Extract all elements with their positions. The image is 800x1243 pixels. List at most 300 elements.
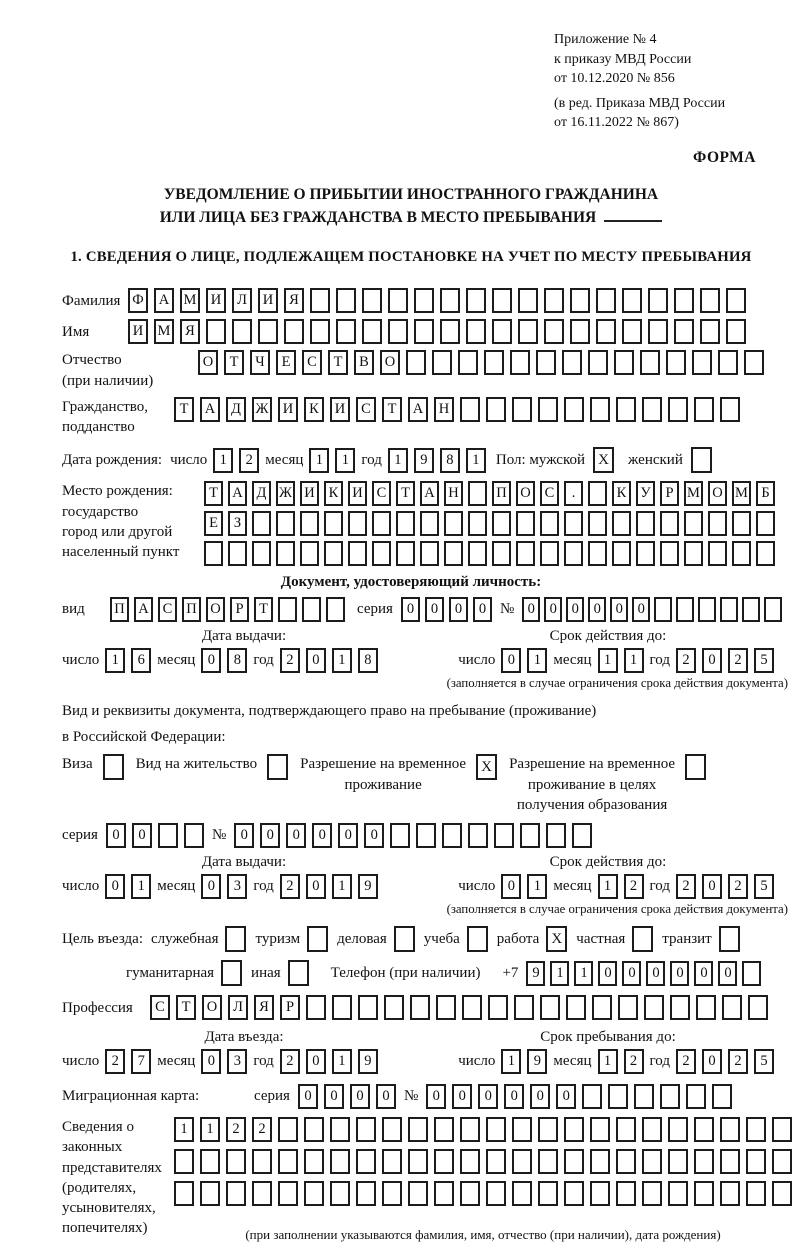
char-cell[interactable]: . <box>564 481 583 506</box>
char-cell[interactable] <box>588 481 607 506</box>
char-cell[interactable] <box>356 1181 376 1206</box>
char-cell[interactable] <box>436 995 456 1020</box>
char-cell[interactable] <box>722 995 742 1020</box>
char-cell[interactable] <box>644 995 664 1020</box>
char-cell[interactable]: Ж <box>276 481 295 506</box>
char-cell[interactable] <box>174 1149 194 1174</box>
char-cell[interactable] <box>466 288 486 313</box>
char-cell[interactable] <box>720 1181 740 1206</box>
identity-doc-series-input[interactable] <box>401 597 492 622</box>
char-cell[interactable] <box>434 1117 454 1142</box>
char-cell[interactable]: Р <box>660 481 679 506</box>
purpose-checkbox[interactable] <box>719 926 740 952</box>
char-cell[interactable]: 1 <box>332 648 352 673</box>
year-input[interactable] <box>280 1049 378 1074</box>
char-cell[interactable] <box>732 511 751 536</box>
char-cell[interactable]: А <box>420 481 439 506</box>
char-cell[interactable] <box>616 397 636 422</box>
char-cell[interactable] <box>460 1149 480 1174</box>
char-cell[interactable]: 1 <box>598 874 618 899</box>
char-cell[interactable] <box>382 1181 402 1206</box>
char-cell[interactable] <box>590 397 610 422</box>
char-cell[interactable] <box>388 319 408 344</box>
char-cell[interactable] <box>390 823 410 848</box>
char-cell[interactable] <box>538 397 558 422</box>
char-cell[interactable] <box>694 1181 714 1206</box>
purpose-checkbox[interactable] <box>307 926 328 952</box>
day-input[interactable] <box>213 448 259 473</box>
char-cell[interactable] <box>158 823 178 848</box>
char-cell[interactable] <box>540 541 559 566</box>
char-cell[interactable] <box>440 288 460 313</box>
char-cell[interactable] <box>466 319 486 344</box>
char-cell[interactable] <box>670 995 690 1020</box>
char-cell[interactable] <box>226 1149 246 1174</box>
char-cell[interactable] <box>720 397 740 422</box>
char-cell[interactable] <box>590 1149 610 1174</box>
char-cell[interactable] <box>516 541 535 566</box>
char-cell[interactable] <box>588 511 607 536</box>
char-cell[interactable] <box>544 288 564 313</box>
char-cell[interactable] <box>512 1149 532 1174</box>
char-cell[interactable] <box>252 511 271 536</box>
day-input[interactable] <box>105 1049 151 1074</box>
char-cell[interactable] <box>538 1149 558 1174</box>
char-cell[interactable] <box>538 1117 558 1142</box>
char-cell[interactable]: 0 <box>376 1084 396 1109</box>
char-cell[interactable]: И <box>348 481 367 506</box>
purpose-checkbox[interactable] <box>288 960 309 986</box>
char-cell[interactable] <box>458 350 478 375</box>
char-cell[interactable] <box>356 1117 376 1142</box>
char-cell[interactable]: 2 <box>280 874 300 899</box>
char-cell[interactable] <box>200 1149 220 1174</box>
char-cell[interactable] <box>686 1084 706 1109</box>
patronymic-input[interactable] <box>198 350 764 375</box>
char-cell[interactable] <box>228 541 247 566</box>
char-cell[interactable] <box>486 1181 506 1206</box>
char-cell[interactable]: 1 <box>574 961 593 986</box>
char-cell[interactable] <box>432 350 452 375</box>
char-cell[interactable] <box>492 288 512 313</box>
char-cell[interactable] <box>648 288 668 313</box>
char-cell[interactable] <box>444 541 463 566</box>
char-cell[interactable]: 0 <box>260 823 280 848</box>
year-input[interactable] <box>280 648 378 673</box>
char-cell[interactable]: 2 <box>728 648 748 673</box>
birth-place-input-row3[interactable] <box>204 541 775 566</box>
char-cell[interactable] <box>444 511 463 536</box>
char-cell[interactable] <box>694 397 714 422</box>
year-input[interactable] <box>280 874 378 899</box>
char-cell[interactable]: Т <box>224 350 244 375</box>
char-cell[interactable]: 5 <box>754 1049 774 1074</box>
char-cell[interactable] <box>538 1181 558 1206</box>
char-cell[interactable] <box>570 319 590 344</box>
char-cell[interactable]: Т <box>254 597 273 622</box>
char-cell[interactable] <box>592 995 612 1020</box>
char-cell[interactable] <box>668 1181 688 1206</box>
purpose-checkbox[interactable] <box>221 960 242 986</box>
char-cell[interactable]: Т <box>328 350 348 375</box>
char-cell[interactable]: 0 <box>201 1049 221 1074</box>
char-cell[interactable]: М <box>154 319 174 344</box>
char-cell[interactable]: 0 <box>234 823 254 848</box>
char-cell[interactable]: Т <box>204 481 223 506</box>
char-cell[interactable] <box>468 481 487 506</box>
char-cell[interactable]: 2 <box>105 1049 125 1074</box>
char-cell[interactable] <box>396 511 415 536</box>
month-input[interactable] <box>201 874 247 899</box>
char-cell[interactable] <box>596 319 616 344</box>
char-cell[interactable]: 2 <box>226 1117 246 1142</box>
char-cell[interactable] <box>276 511 295 536</box>
char-cell[interactable]: 0 <box>702 1049 722 1074</box>
char-cell[interactable]: 1 <box>527 874 547 899</box>
char-cell[interactable] <box>258 319 278 344</box>
char-cell[interactable]: 0 <box>670 961 689 986</box>
char-cell[interactable] <box>718 350 738 375</box>
migration-card-series-input[interactable] <box>298 1084 396 1109</box>
char-cell[interactable]: 5 <box>754 648 774 673</box>
char-cell[interactable]: 0 <box>306 1049 326 1074</box>
char-cell[interactable] <box>362 288 382 313</box>
char-cell[interactable] <box>570 288 590 313</box>
char-cell[interactable] <box>408 1117 428 1142</box>
char-cell[interactable] <box>660 511 679 536</box>
char-cell[interactable] <box>720 1149 740 1174</box>
char-cell[interactable] <box>648 319 668 344</box>
char-cell[interactable]: 0 <box>306 874 326 899</box>
char-cell[interactable] <box>564 1181 584 1206</box>
char-cell[interactable] <box>614 350 634 375</box>
char-cell[interactable]: И <box>278 397 298 422</box>
char-cell[interactable]: 2 <box>728 874 748 899</box>
char-cell[interactable]: З <box>228 511 247 536</box>
birth-date-group[interactable] <box>170 448 486 473</box>
char-cell[interactable] <box>494 823 514 848</box>
char-cell[interactable]: Т <box>382 397 402 422</box>
char-cell[interactable]: 1 <box>598 1049 618 1074</box>
char-cell[interactable] <box>726 319 746 344</box>
char-cell[interactable] <box>300 511 319 536</box>
char-cell[interactable] <box>252 541 271 566</box>
char-cell[interactable]: 0 <box>401 597 420 622</box>
char-cell[interactable]: К <box>612 481 631 506</box>
char-cell[interactable]: 2 <box>280 1049 300 1074</box>
char-cell[interactable] <box>642 1181 662 1206</box>
char-cell[interactable]: И <box>330 397 350 422</box>
char-cell[interactable]: Т <box>396 481 415 506</box>
char-cell[interactable] <box>564 397 584 422</box>
char-cell[interactable]: Ж <box>252 397 272 422</box>
char-cell[interactable] <box>206 319 226 344</box>
char-cell[interactable] <box>562 350 582 375</box>
char-cell[interactable]: 0 <box>132 823 152 848</box>
char-cell[interactable]: 2 <box>624 874 644 899</box>
char-cell[interactable] <box>518 319 538 344</box>
month-input[interactable] <box>201 648 247 673</box>
char-cell[interactable] <box>304 1149 324 1174</box>
char-cell[interactable] <box>732 541 751 566</box>
visa-checkbox[interactable] <box>103 754 124 780</box>
char-cell[interactable] <box>492 319 512 344</box>
year-input[interactable] <box>388 448 486 473</box>
birth-place-input-row1[interactable] <box>204 481 775 506</box>
char-cell[interactable] <box>278 1181 298 1206</box>
char-cell[interactable]: Е <box>204 511 223 536</box>
char-cell[interactable] <box>372 511 391 536</box>
char-cell[interactable] <box>408 1181 428 1206</box>
char-cell[interactable]: У <box>636 481 655 506</box>
char-cell[interactable] <box>564 1117 584 1142</box>
char-cell[interactable]: 0 <box>364 823 384 848</box>
gender-female-checkbox[interactable] <box>691 447 712 473</box>
char-cell[interactable]: Я <box>254 995 274 1020</box>
char-cell[interactable]: 0 <box>702 648 722 673</box>
residence-doc-series-input[interactable] <box>106 823 204 848</box>
char-cell[interactable] <box>668 397 688 422</box>
char-cell[interactable] <box>300 541 319 566</box>
char-cell[interactable] <box>566 995 586 1020</box>
char-cell[interactable]: С <box>302 350 322 375</box>
char-cell[interactable] <box>546 823 566 848</box>
char-cell[interactable]: 8 <box>358 648 378 673</box>
char-cell[interactable] <box>654 597 672 622</box>
char-cell[interactable] <box>642 1117 662 1142</box>
char-cell[interactable]: С <box>540 481 559 506</box>
char-cell[interactable]: А <box>154 288 174 313</box>
char-cell[interactable] <box>382 1149 402 1174</box>
char-cell[interactable]: 0 <box>452 1084 472 1109</box>
purpose-checkbox[interactable] <box>394 926 415 952</box>
char-cell[interactable]: 0 <box>718 961 737 986</box>
char-cell[interactable] <box>694 1117 714 1142</box>
char-cell[interactable] <box>302 597 321 622</box>
char-cell[interactable]: 0 <box>312 823 332 848</box>
char-cell[interactable] <box>468 541 487 566</box>
char-cell[interactable]: 0 <box>106 823 126 848</box>
char-cell[interactable] <box>204 541 223 566</box>
char-cell[interactable] <box>742 597 760 622</box>
char-cell[interactable]: Д <box>226 397 246 422</box>
char-cell[interactable]: 1 <box>332 1049 352 1074</box>
char-cell[interactable]: Р <box>230 597 249 622</box>
identity-doc-kind-input[interactable] <box>110 597 345 622</box>
char-cell[interactable] <box>756 511 775 536</box>
char-cell[interactable]: Т <box>174 397 194 422</box>
char-cell[interactable] <box>324 541 343 566</box>
char-cell[interactable] <box>572 823 592 848</box>
char-cell[interactable]: 1 <box>335 448 355 473</box>
temp-residence-edu-checkbox[interactable] <box>685 754 706 780</box>
char-cell[interactable] <box>720 1117 740 1142</box>
char-cell[interactable] <box>694 1149 714 1174</box>
char-cell[interactable]: 2 <box>239 448 259 473</box>
char-cell[interactable] <box>712 1084 732 1109</box>
char-cell[interactable] <box>612 511 631 536</box>
char-cell[interactable]: 0 <box>350 1084 370 1109</box>
char-cell[interactable] <box>304 1181 324 1206</box>
char-cell[interactable]: 9 <box>414 448 434 473</box>
char-cell[interactable] <box>358 995 378 1020</box>
char-cell[interactable] <box>660 541 679 566</box>
char-cell[interactable] <box>512 1117 532 1142</box>
citizenship-input[interactable] <box>174 397 740 422</box>
char-cell[interactable] <box>330 1149 350 1174</box>
char-cell[interactable]: 0 <box>598 961 617 986</box>
char-cell[interactable] <box>676 597 694 622</box>
char-cell[interactable] <box>514 995 534 1020</box>
char-cell[interactable] <box>540 995 560 1020</box>
day-input[interactable] <box>501 874 547 899</box>
char-cell[interactable]: О <box>380 350 400 375</box>
migration-card-number-input[interactable] <box>426 1084 732 1109</box>
day-input[interactable] <box>105 874 151 899</box>
char-cell[interactable] <box>310 319 330 344</box>
char-cell[interactable]: 9 <box>358 1049 378 1074</box>
char-cell[interactable]: 1 <box>598 648 618 673</box>
char-cell[interactable]: М <box>732 481 751 506</box>
char-cell[interactable] <box>420 511 439 536</box>
char-cell[interactable] <box>200 1181 220 1206</box>
char-cell[interactable] <box>684 541 703 566</box>
char-cell[interactable]: 1 <box>501 1049 521 1074</box>
char-cell[interactable]: И <box>206 288 226 313</box>
char-cell[interactable] <box>708 511 727 536</box>
month-input[interactable] <box>598 874 644 899</box>
issue-date-group[interactable] <box>62 874 426 899</box>
char-cell[interactable] <box>590 1181 610 1206</box>
char-cell[interactable]: 0 <box>286 823 306 848</box>
purpose-checkbox[interactable] <box>467 926 488 952</box>
char-cell[interactable] <box>486 1149 506 1174</box>
char-cell[interactable] <box>516 511 535 536</box>
representatives-input-row3[interactable] <box>174 1181 792 1206</box>
char-cell[interactable] <box>622 319 642 344</box>
char-cell[interactable] <box>278 1117 298 1142</box>
char-cell[interactable] <box>684 511 703 536</box>
given-name-input[interactable] <box>128 319 746 344</box>
month-input[interactable] <box>598 1049 644 1074</box>
char-cell[interactable] <box>382 1117 402 1142</box>
char-cell[interactable] <box>764 597 782 622</box>
char-cell[interactable] <box>642 1149 662 1174</box>
char-cell[interactable] <box>634 1084 654 1109</box>
representatives-input-row1[interactable] <box>174 1117 792 1142</box>
char-cell[interactable] <box>746 1181 766 1206</box>
char-cell[interactable] <box>462 995 482 1020</box>
day-input[interactable] <box>105 648 151 673</box>
char-cell[interactable]: 0 <box>201 648 221 673</box>
char-cell[interactable]: Л <box>228 995 248 1020</box>
char-cell[interactable]: 1 <box>332 874 352 899</box>
char-cell[interactable] <box>252 1181 272 1206</box>
char-cell[interactable]: 5 <box>754 874 774 899</box>
char-cell[interactable]: 0 <box>324 1084 344 1109</box>
char-cell[interactable] <box>330 1117 350 1142</box>
char-cell[interactable] <box>486 397 506 422</box>
char-cell[interactable]: 0 <box>632 597 650 622</box>
char-cell[interactable]: Н <box>434 397 454 422</box>
char-cell[interactable]: 2 <box>676 648 696 673</box>
char-cell[interactable] <box>348 511 367 536</box>
month-input[interactable] <box>309 448 355 473</box>
char-cell[interactable]: 1 <box>213 448 233 473</box>
char-cell[interactable]: 0 <box>694 961 713 986</box>
char-cell[interactable]: 1 <box>550 961 569 986</box>
char-cell[interactable] <box>622 288 642 313</box>
char-cell[interactable]: 0 <box>610 597 628 622</box>
char-cell[interactable]: 0 <box>338 823 358 848</box>
char-cell[interactable]: 6 <box>131 648 151 673</box>
char-cell[interactable]: 1 <box>527 648 547 673</box>
char-cell[interactable] <box>700 319 720 344</box>
char-cell[interactable] <box>278 597 297 622</box>
char-cell[interactable] <box>336 288 356 313</box>
char-cell[interactable] <box>440 319 460 344</box>
char-cell[interactable]: Б <box>756 481 775 506</box>
char-cell[interactable]: О <box>206 597 225 622</box>
char-cell[interactable]: Н <box>444 481 463 506</box>
char-cell[interactable] <box>742 961 761 986</box>
char-cell[interactable] <box>640 350 660 375</box>
char-cell[interactable] <box>540 511 559 536</box>
char-cell[interactable]: Р <box>280 995 300 1020</box>
char-cell[interactable]: 0 <box>105 874 125 899</box>
char-cell[interactable]: 0 <box>588 597 606 622</box>
char-cell[interactable]: О <box>202 995 222 1020</box>
char-cell[interactable]: А <box>134 597 153 622</box>
char-cell[interactable]: 0 <box>530 1084 550 1109</box>
char-cell[interactable] <box>772 1117 792 1142</box>
char-cell[interactable] <box>612 541 631 566</box>
char-cell[interactable] <box>460 1181 480 1206</box>
char-cell[interactable] <box>356 1149 376 1174</box>
char-cell[interactable] <box>744 350 764 375</box>
char-cell[interactable]: Д <box>252 481 271 506</box>
month-input[interactable] <box>201 1049 247 1074</box>
char-cell[interactable]: 1 <box>131 874 151 899</box>
day-input[interactable] <box>501 1049 547 1074</box>
char-cell[interactable]: С <box>150 995 170 1020</box>
char-cell[interactable]: И <box>258 288 278 313</box>
char-cell[interactable] <box>232 319 252 344</box>
year-input[interactable] <box>676 874 774 899</box>
char-cell[interactable]: В <box>354 350 374 375</box>
birth-place-input-row2[interactable] <box>204 511 775 536</box>
char-cell[interactable] <box>520 823 540 848</box>
char-cell[interactable] <box>492 541 511 566</box>
char-cell[interactable] <box>746 1117 766 1142</box>
purpose-checkbox[interactable] <box>632 926 653 952</box>
char-cell[interactable] <box>636 541 655 566</box>
char-cell[interactable]: К <box>304 397 324 422</box>
char-cell[interactable] <box>588 541 607 566</box>
char-cell[interactable] <box>310 288 330 313</box>
char-cell[interactable]: 1 <box>105 648 125 673</box>
char-cell[interactable] <box>468 823 488 848</box>
char-cell[interactable] <box>518 288 538 313</box>
char-cell[interactable]: 0 <box>306 648 326 673</box>
char-cell[interactable] <box>184 823 204 848</box>
representatives-input-row2[interactable] <box>174 1149 792 1174</box>
char-cell[interactable] <box>174 1181 194 1206</box>
char-cell[interactable]: 1 <box>388 448 408 473</box>
profession-input[interactable] <box>150 995 768 1020</box>
gender-male-checkbox[interactable]: X <box>593 447 614 473</box>
char-cell[interactable]: 2 <box>280 648 300 673</box>
